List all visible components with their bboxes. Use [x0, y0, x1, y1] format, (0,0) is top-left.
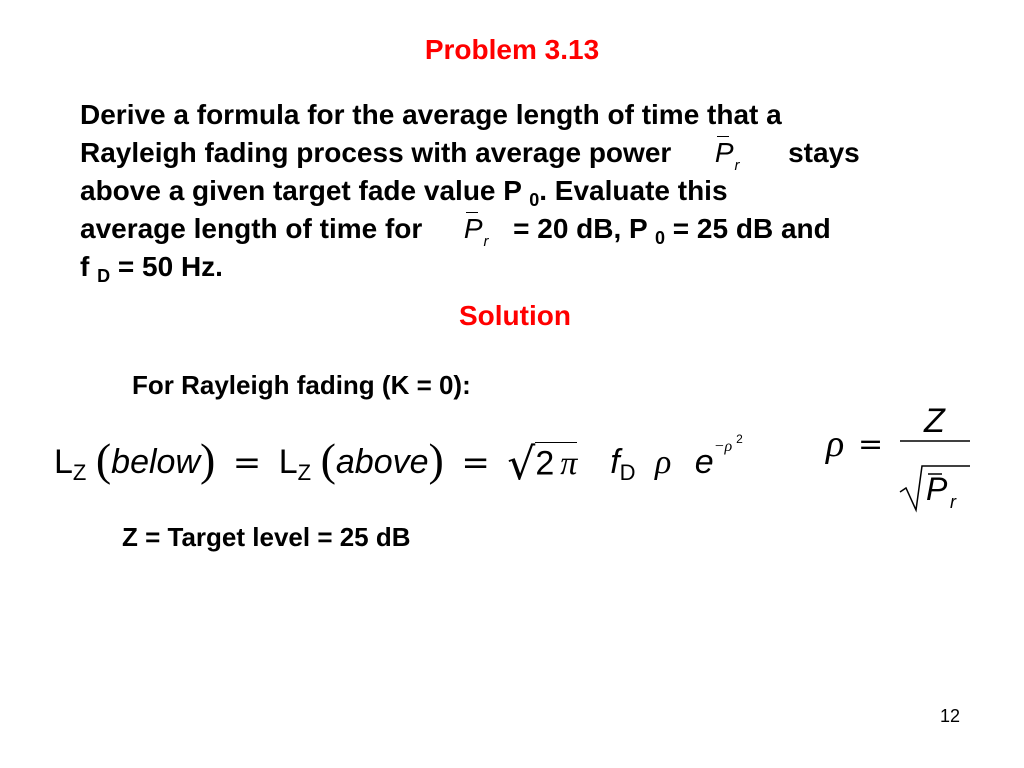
level-crossing-equation: $L_Z$ (below) = $L_Z$ (above) = √2 π $f_D$ ρ $e^{-\rho}$ $^2$	[54, 431, 743, 490]
target-level-line: Z = Target level = 25 dB	[122, 522, 411, 552]
problem-line-3: above a given target fade value P $_0$. Evaluate this	[80, 175, 728, 210]
rho-definition-equation	[824, 396, 984, 516]
slide-title: Problem 3.13	[424, 34, 600, 65]
average-power-symbol-2: $P_r$	[463, 213, 489, 250]
rho-denominator-P: P	[926, 471, 948, 507]
rho-symbol: ρ	[826, 423, 845, 465]
rho-equals: =	[858, 427, 884, 462]
problem-line-4: average length of time for $P_r = 20$ dB, P $_0$ = 25 dB and	[80, 210, 980, 248]
problem-line-2: Rayleigh fading process with average power $P_r$ stays	[80, 134, 980, 172]
average-power-symbol: $P_r$	[714, 137, 740, 174]
rho-denominator-r: r	[950, 492, 956, 512]
rho-numerator: Z	[924, 402, 945, 440]
problem-line-5: f $_D$ = 50 Hz.	[80, 251, 223, 286]
page-number: 12	[940, 706, 961, 726]
problem-line-1: Derive a formula for the average length of time that a	[80, 99, 782, 130]
problem-statement	[80, 96, 980, 286]
rayleigh-case-label: For Rayleigh fading (K = 0):	[132, 370, 471, 400]
solution-heading: Solution	[459, 300, 571, 331]
